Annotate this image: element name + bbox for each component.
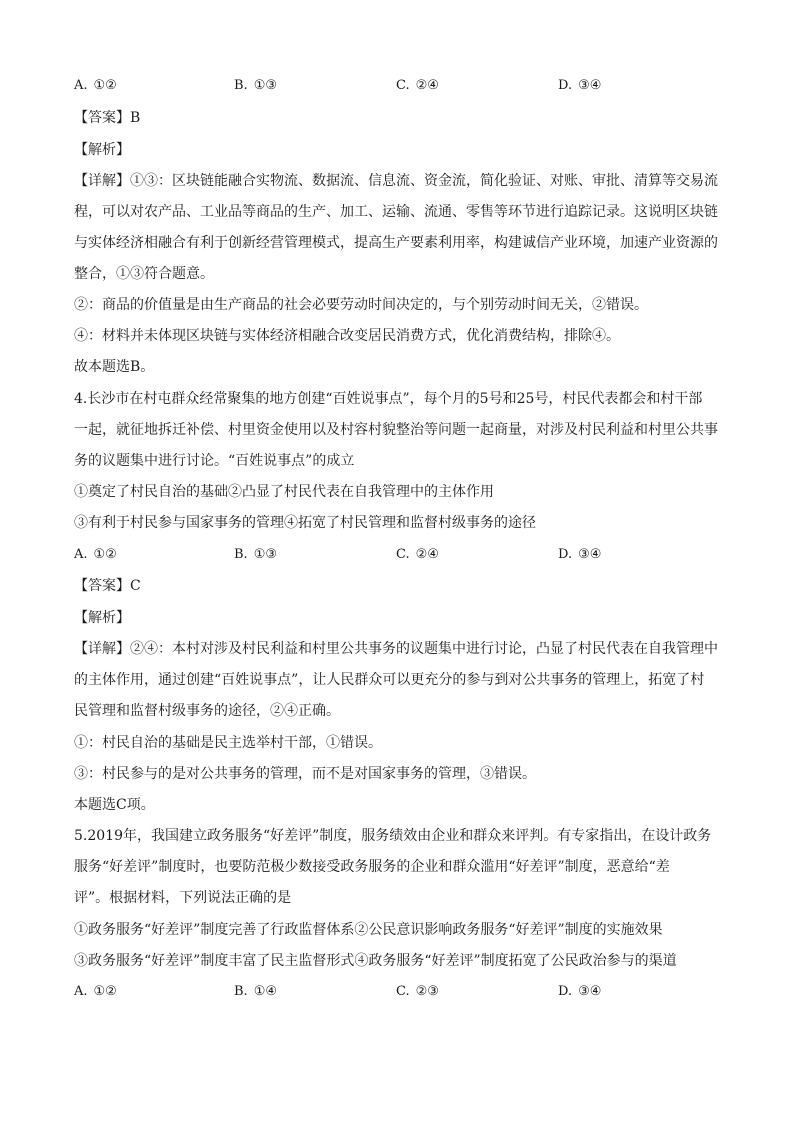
- q4-options: [74, 545, 724, 565]
- q4-jiexi-label: 【解析】: [74, 610, 130, 626]
- q4-detail-line: ①：村民自治的基础是民主选举村干部，①错误。: [74, 735, 382, 751]
- q5-option-b: [234, 982, 277, 1002]
- q4-option-b: [234, 545, 277, 565]
- q5-stem-line: 评”。根据材料，下列说法正确的是: [74, 890, 292, 906]
- q4-detail-line: 民管理和监督村级事务的途径，②④正确。: [74, 703, 340, 719]
- q3-option-c: [396, 76, 439, 96]
- option-letter: A.: [74, 984, 88, 999]
- q4-statement-line: ③有利于村民参与国家事务的管理④拓宽了村民管理和监督村级事务的途径: [74, 515, 536, 531]
- q5-option-c: [396, 982, 439, 1002]
- option-letter: B.: [234, 984, 248, 999]
- option-letter: B.: [234, 547, 248, 562]
- q5-stem-line: 5.2019年，我国建立政务服务“好差评”制度，服务绩效由企业和群众来评判。有专家指出，在设计政务: [74, 828, 712, 844]
- option-text: ③④: [578, 547, 602, 562]
- option-letter: C.: [396, 78, 410, 93]
- q3-answer: 【答案】B: [74, 110, 141, 126]
- q5-statement-line: ③政务服务“好差评”制度丰富了民主监督形式④政务服务“好差评”制度拓宽了公民政治参与的渠道: [74, 953, 677, 969]
- q4-detail-line: ③：村民参与的是对公共事务的管理，而不是对国家事务的管理，③错误。: [74, 766, 536, 782]
- option-text: ③④: [578, 78, 602, 93]
- option-letter: D.: [558, 78, 573, 93]
- option-text: ②③: [415, 984, 439, 999]
- q5-statement-line: ①政务服务“好差评”制度完善了行政监督体系②公民意识影响政务服务“好差评”制度的实施效果: [74, 922, 663, 938]
- q3-detail-line: 整合，①③符合题意。: [74, 266, 214, 282]
- q3-options: [74, 76, 724, 96]
- option-letter: C.: [396, 984, 410, 999]
- option-letter: D.: [558, 984, 573, 999]
- q5-stem-line: 服务“好差评”制度时，也要防范极少数接受政务服务的企业和群众滥用“好差评”制度，恶意给“差: [74, 859, 670, 875]
- q4-conclusion: 本题选C项。: [74, 797, 155, 813]
- q3-detail-line: 【详解】①③：区块链能融合实物流、数据流、信息流、资金流，简化验证、对账、审批、清算等交易流: [74, 173, 718, 189]
- q3-option-b: [234, 76, 277, 96]
- option-letter: C.: [396, 547, 410, 562]
- q3-option-d: [558, 76, 601, 96]
- q3-option-a: [74, 76, 117, 96]
- q3-detail-line: 程，可以对农产品、工业品等商品的生产、加工、运输、流通、零售等环节进行追踪记录。这说明区块链: [74, 204, 718, 220]
- option-text: ①②: [93, 547, 117, 562]
- q3-detail-line: ②：商品的价值量是由生产商品的社会必要劳动时间决定的，与个别劳动时间无关，②错误。: [74, 297, 648, 313]
- q4-stem-line: 4.长沙市在村屯群众经常聚集的地方创建“百姓说事点”，每个月的5号和25号，村民代表都会和村干部: [74, 391, 703, 407]
- option-text: ①④: [253, 984, 277, 999]
- option-text: ②④: [415, 78, 439, 93]
- option-text: ②④: [415, 547, 439, 562]
- q4-option-d: [558, 545, 601, 565]
- q4-answer: 【答案】C: [74, 578, 141, 594]
- option-text: ③④: [578, 984, 602, 999]
- q4-detail-line: 【详解】②④：本村对涉及村民利益和村里公共事务的议题集中进行讨论，凸显了村民代表在自我管理中: [74, 641, 718, 657]
- option-text: ①③: [253, 78, 277, 93]
- q4-stem-line: 一起，就征地拆迁补偿、村里资金使用以及村容村貌整治等问题一起商量，对涉及村民利益和村里公共事: [74, 422, 718, 438]
- option-text: ①②: [93, 984, 117, 999]
- option-letter: B.: [234, 78, 248, 93]
- q5-options: [74, 982, 724, 1002]
- option-letter: A.: [74, 78, 88, 93]
- q3-jiexi-label: 【解析】: [74, 142, 130, 158]
- q4-option-c: [396, 545, 439, 565]
- option-letter: A.: [74, 547, 88, 562]
- q4-stem-line: 务的议题集中进行讨论。“百姓说事点”的成立: [74, 453, 355, 469]
- option-text: ①③: [253, 547, 277, 562]
- q5-option-d: [558, 982, 601, 1002]
- option-letter: D.: [558, 547, 573, 562]
- option-text: ①②: [93, 78, 117, 93]
- q4-option-a: [74, 545, 117, 565]
- q4-statement-line: ①奠定了村民自治的基础②凸显了村民代表在自我管理中的主体作用: [74, 484, 494, 500]
- q3-detail-line: 与实体经济相融合有利于创新经营管理模式，提高生产要素利用率，构建诚信产业环境，加速产业资源的: [74, 235, 718, 251]
- q5-option-a: [74, 982, 117, 1002]
- q3-detail-line: ④：材料并未体现区块链与实体经济相融合改变居民消费方式，优化消费结构，排除④。: [74, 328, 620, 344]
- q3-conclusion: 故本题选B。: [74, 359, 155, 375]
- q4-detail-line: 的主体作用，通过创建“百姓说事点”，让人民群众可以更充分的参与到对公共事务的管理上，拓宽了村: [74, 672, 705, 688]
